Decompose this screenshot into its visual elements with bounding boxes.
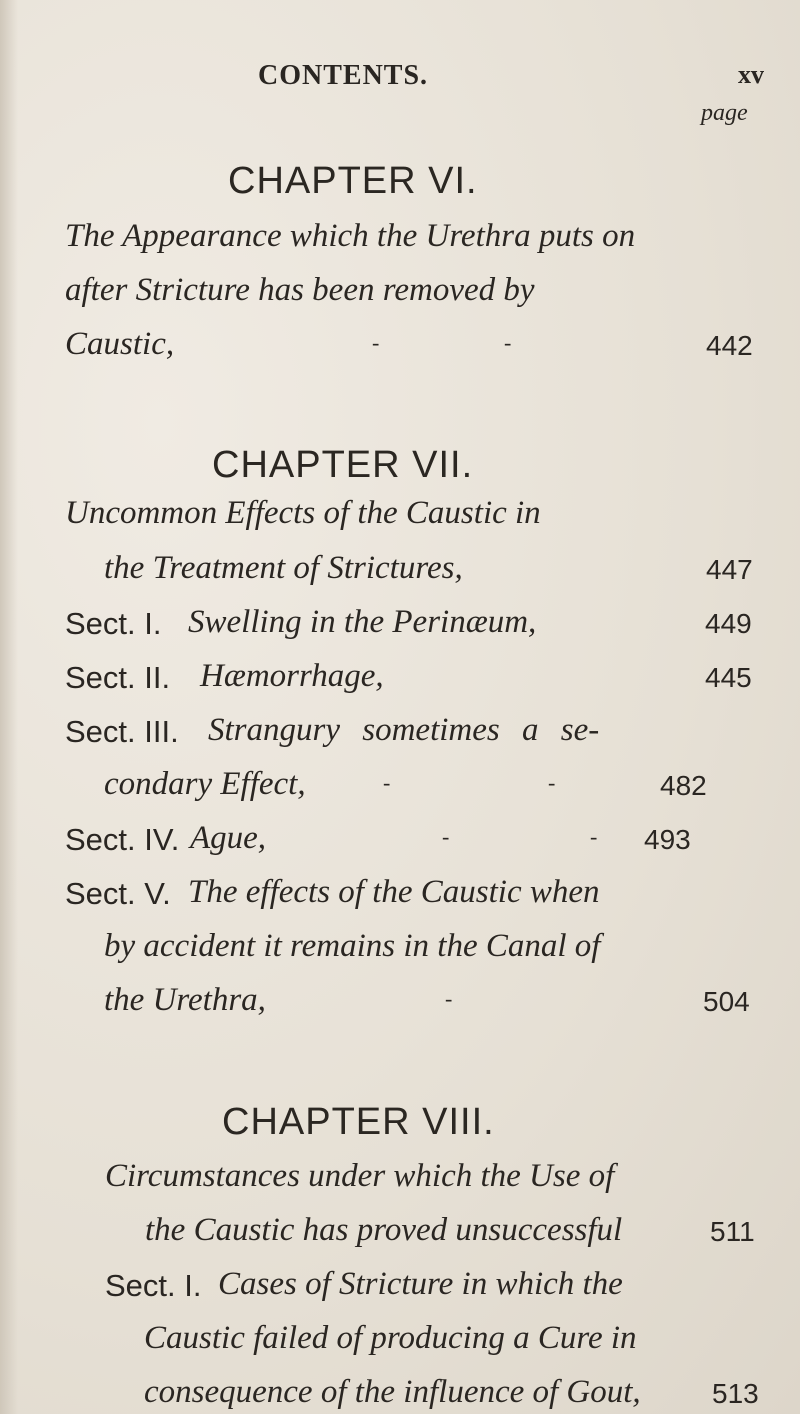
section-label: Sect. IV.	[65, 822, 180, 857]
section-label: Sect. V.	[65, 876, 171, 911]
entry-line: after Stricture has been removed by	[65, 272, 535, 308]
leader-dash: -	[442, 824, 450, 849]
entry-line: the Caustic has proved unsuccessful	[145, 1212, 623, 1248]
entry-line: condary Effect,	[104, 766, 306, 802]
entry-line: the Urethra,	[104, 982, 266, 1018]
leader-dash: -	[445, 986, 453, 1011]
page-column-label: page	[701, 100, 748, 126]
leader-dash: -	[548, 770, 556, 795]
section-label: Sect. II.	[65, 660, 171, 695]
entry-line: Swelling in the Perinæum,	[188, 604, 537, 640]
chapter-heading: CHAPTER VII.	[212, 444, 474, 486]
page-ref: 482	[660, 770, 707, 801]
page-number: xv	[738, 60, 764, 89]
entry-line: Ague,	[190, 820, 267, 856]
running-head: CONTENTS.	[258, 60, 429, 91]
chapter-heading: CHAPTER VIII.	[222, 1101, 495, 1143]
entry-line: Uncommon Effects of the Caustic in	[65, 495, 541, 531]
page-gutter-shadow	[0, 0, 18, 1414]
entry-line: Strangury sometimes a se-	[208, 712, 600, 748]
page-ref: 511	[710, 1216, 755, 1247]
entry-line: consequence of the influence of Gout,	[144, 1374, 641, 1410]
section-label: Sect. III.	[65, 714, 179, 749]
entry-line: Hæmorrhage,	[200, 658, 384, 694]
entry-line: Caustic failed of producing a Cure in	[144, 1320, 637, 1356]
leader-dash: -	[504, 330, 512, 355]
page-ref: 442	[706, 330, 753, 361]
page-ref: 447	[706, 554, 753, 585]
entry-line: Caustic,	[65, 326, 175, 362]
entry-line: Cases of Stricture in which the	[218, 1266, 623, 1302]
chapter-heading: CHAPTER VI.	[228, 160, 478, 202]
entry-line: Circumstances under which the Use of	[105, 1158, 615, 1194]
section-label: Sect. I.	[105, 1268, 202, 1303]
leader-dash: -	[372, 330, 380, 355]
page-ref: 504	[703, 986, 750, 1017]
leader-dash: -	[590, 824, 598, 849]
entry-line: The effects of the Caustic when	[188, 874, 600, 910]
page-ref: 445	[705, 662, 752, 693]
entry-line: by accident it remains in the Canal of	[104, 928, 601, 964]
page-ref: 513	[712, 1378, 759, 1409]
entry-line: The Appearance which the Urethra puts on	[65, 218, 636, 254]
leader-dash: -	[383, 770, 391, 795]
entry-line: the Treatment of Strictures,	[104, 550, 463, 586]
page-ref: 449	[705, 608, 752, 639]
section-label: Sect. I.	[65, 606, 162, 641]
page-ref: 493	[644, 824, 691, 855]
